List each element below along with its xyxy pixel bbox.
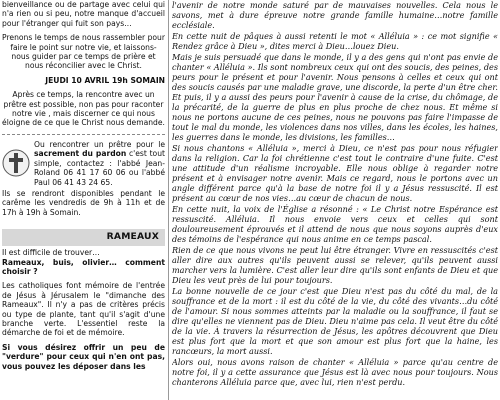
left-paragraph-4: Ils se rendront disponibles pendant le carême les vendredis de 9h à 11h et de 17h à 19h à Somain.	[2, 188, 165, 217]
homily-paragraph-6: Rien de ce que nous vivons ne peut lui être étranger. Vivre en ressuscités c'est aller dire aux autres qu'ils peuvent aussi se relever, qu'ils peuvent aussi marcher vers la lumière. C'est aller leur dire qu'ils sont enfants de Dieu et que Dieu les veut près de lui pour toujours.	[172, 245, 498, 285]
column-divider	[168, 0, 169, 400]
rameaux-question: Rameaux, buis, olivier… comment choisir ?	[2, 257, 165, 276]
homily-paragraph-5: En cette nuit, la voix de l'Église a résonné : « Le Christ notre Espérance est ressuscité. Alléluia. Il nous envoie vers ceux et celles qui sont douloureusement éprouvés et il attend de nous que nous soyons auprès d'eux des témoins de l'espérance qui nous anime en ce temps pascal.	[172, 204, 498, 244]
cross-icon	[2, 148, 30, 178]
right-column	[172, 0, 498, 400]
event-title: JEUDI 10 AVRIL 19h SOMAIN	[45, 75, 165, 85]
rameaux-header: RAMEAUX	[106, 231, 159, 243]
dashed-separator	[2, 134, 165, 135]
pardon-text	[34, 140, 165, 187]
rameaux-ask: Si vous désirez offrir un peu de "verdure" pour ceux qui n'en ont pas, vous pouvez les déposer dans les	[2, 342, 165, 371]
pardon-text-bold: sacrement du pardon	[34, 149, 127, 159]
homily-paragraph-1: l'avenir de notre monde saturé par de mauvaises nouvelles. Cela nous le savons, met à dure épreuve notre grande famille humaine…notre famille ecclésiale.	[172, 0, 498, 30]
rameaux-intro: Il est difficile de trouver…	[2, 248, 100, 258]
homily-paragraph-4: Si nous chantons « Alléluia », merci à Dieu, ce n'est pas pour nous réfugier dans la religion. Car la foi chrétienne c'est tout le contraire d'une fuite. C'est une attitude d'un réalisme incroyable. Elle nous oblige à regarder notre présent et à envisager notre avenir. Mais ce regard, nous le portons avec un angle différent parce qu'à la base de notre foi il y a Jésus ressuscité. Il est présent au cœur de nos vies…au cœur de chacun de nous.	[172, 143, 498, 203]
rameaux-body: Les catholiques font mémoire de l'entrée de Jésus à Jérusalem le "dimanche des Rameaux". Il n'y a pas de critères précis ou type de plante, tant qu'il s'agit d'une branche verte. L'essentiel reste la démarche de foi et de mémoire.	[2, 281, 165, 338]
rameaux-header-band	[2, 229, 165, 246]
pardon-text-post: c'est tout simple, contactez : l'abbé Jean-Roland 06 41 17 60 06 ou l'abbé Paul 06 41 43 24 65.	[34, 149, 165, 187]
left-paragraph-1: bienveillance ou de partage avec celui qui n'a rien ou si peu, notre manque d'accueil pour l'étranger qui fuit son pays…	[2, 0, 165, 28]
homily-paragraph-8: Alors oui, nous avons raison de chanter « Alléluia » parce qu'au centre de notre foi, il y a cette assurance que Jésus est là avec nous pour toujours. Nous chanterons Alléluia parce que, avec lui, rien n'est perdu.	[172, 357, 498, 387]
left-paragraph-3: Après ce temps, la rencontre avec un prêtre est possible, non pas pour raconter notre vie , mais discerner ce qui nous éloigne de ce que le Christ nous demande.	[2, 90, 165, 128]
left-column	[2, 0, 165, 400]
pardon-text-pre: Ou rencontrer un prêtre pour le	[34, 139, 165, 149]
pardon-box	[2, 140, 165, 187]
left-paragraph-2: Prenons le temps de nous rassembler pour faire le point sur notre vie, et laissons-nous guider par ce temps de prière et nous réconcilier avec le Christ.	[2, 33, 165, 71]
homily-paragraph-7: La bonne nouvelle de ce jour c'est que Dieu n'est pas du côté du mal, de la souffrance et de la mort : il est du côté de la vie, du côté des vivants…du côté de l'amour. Si nous sommes atteints par la maladie ou la souffrance, il faut se dire qu'elles ne viennent pas de Dieu. Dieu n'aime pas cela. Il veut être du côté de la vie. À travers la résurrection de Jésus, les apôtres découvrent que Dieu est plus fort que la mort et que son amour est plus fort que la haine, les rancœurs, la mort aussi.	[172, 286, 498, 356]
homily-paragraph-3: Mais je suis persuadé que dans le monde, il y a des gens qui n'ont pas envie de chanter « Alléluia ». Ils sont nombreux ceux qui ont des soucis, des peines, des peurs pour le présent et pour l'avenir. Nous pensons à celles et ceux qui ont des soucis causés par une maladie grave, une discorde, la perte d'un être cher. Et puis, il y a aussi des peurs pour l'avenir à cause de la crise, du chômage, de la précarité, de la guerre de plus en plus proche de chez nous. Et même si nous ne portons aucune de ces peines, nous ne pouvons pas faire l'impasse de tout le mal du monde, les violences dans nos villes, dans les écoles, les haines, les guerres dans le monde, les divisions, les familles…	[172, 52, 498, 142]
homily-paragraph-2: En cette nuit de pâques à aussi retenti le mot « Alléluia » : ce mot signifie « Rendez grâce à Dieu », dites merci à Dieu…louez Dieu.	[172, 31, 498, 51]
